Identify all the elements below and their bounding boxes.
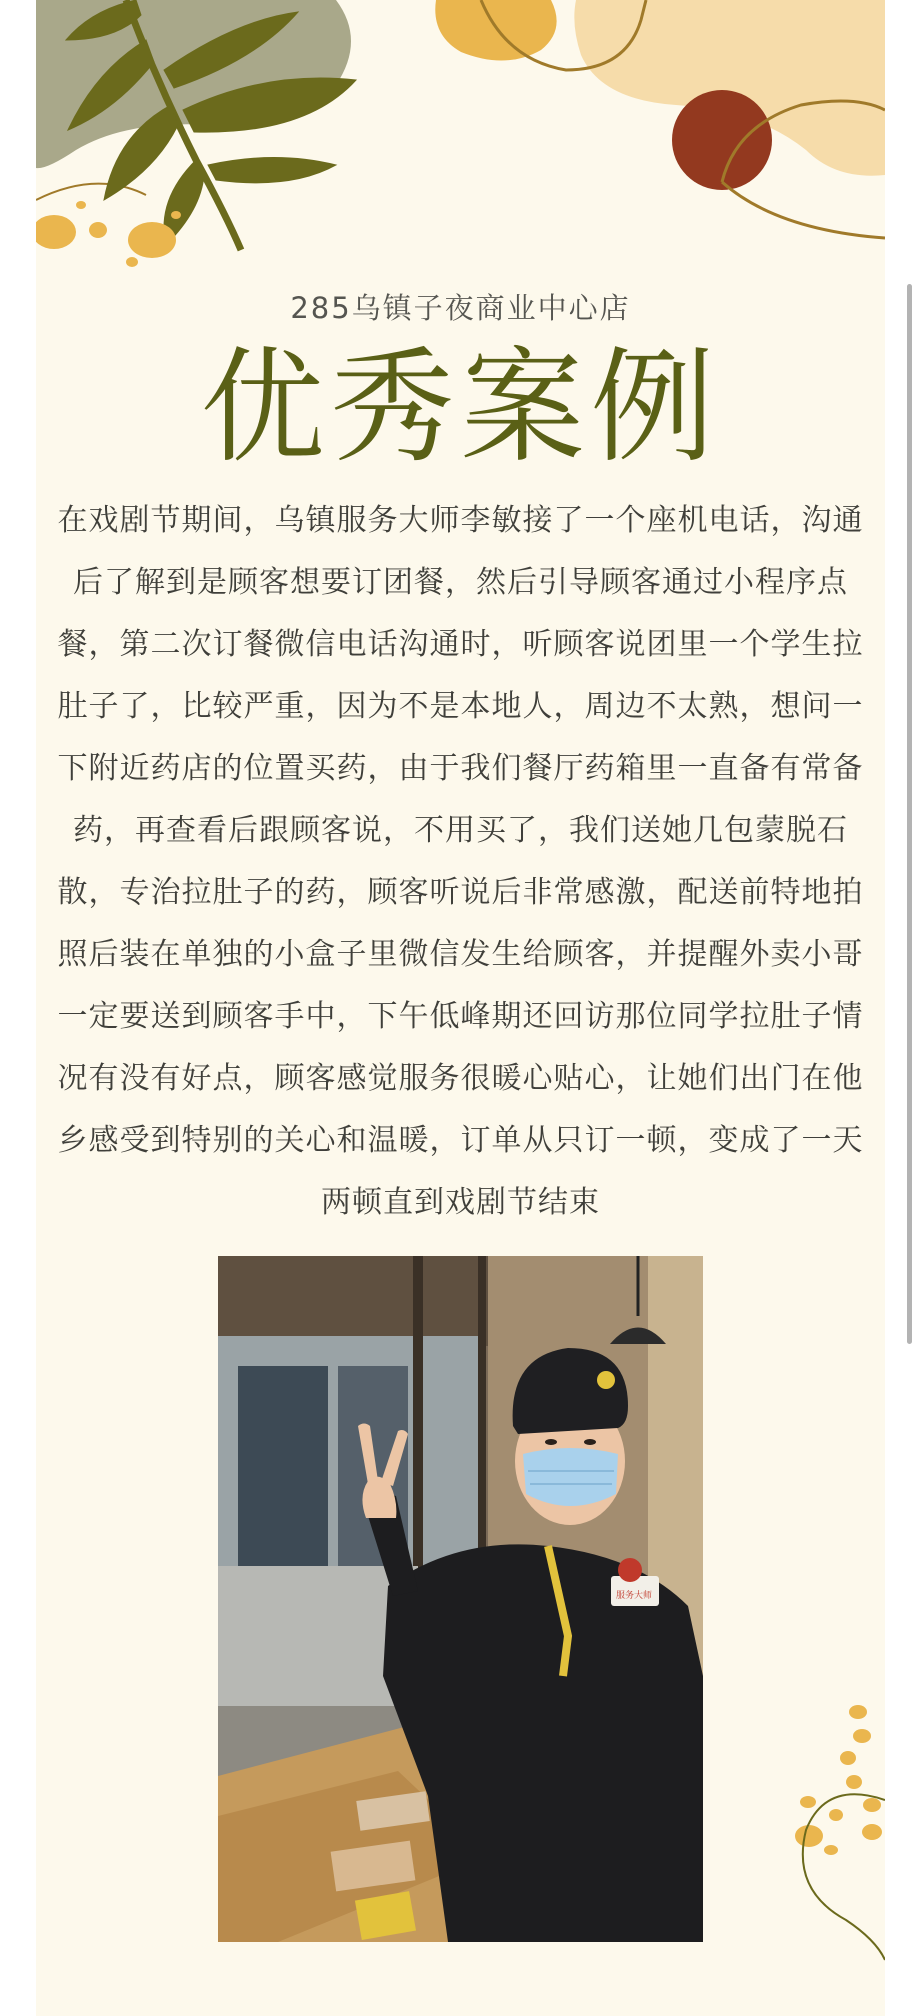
staff-photo: [218, 1256, 703, 1942]
scrollbar[interactable]: [907, 284, 912, 1344]
poster-card: [36, 0, 885, 2016]
badge-text: 服务大师: [616, 1591, 653, 1601]
line-swirl: [722, 182, 885, 238]
line-swirl: [36, 184, 146, 200]
mustard-blob: [435, 0, 556, 61]
line-swirl: [803, 1794, 885, 1960]
store-name: 285乌镇子夜商业中心店: [290, 291, 631, 325]
page-title: 优秀案例: [200, 336, 721, 480]
rust-circle: [672, 90, 772, 190]
dot-cluster: [36, 201, 181, 267]
story-paragraph: 在戏剧节期间，乌镇服务大师李敏接了一个座机电话，沟通后了解到是顾客想要订团餐，然后引导顾客通过小程序点餐，第二次订餐微信电话沟通时，听顾客说团里一个学生拉肚子了，比较严重，因为不是本地人，周边不太熟，想问一下附近药店的位置买药，由于我们餐厅药箱里一直备有常备药，再查看后跟顾客说，不用买了，我们送她几包蒙脱石散，专治拉肚子的药，顾客听说后非常感激，配送前特地拍照后装在单独的小盒子里微信发生给顾客，并提醒外卖小哥一定要送到顾客手中，下午低峰期还回访那位同学拉肚子情况有没有好点，顾客感觉服务很暖心贴心，让她们出门在他乡感受到特别的关心和温暖，订单从只订一顿，变成了一天两顿直到戏剧节结束: [57, 503, 864, 1220]
dot-cluster: [795, 1705, 882, 1855]
badge-icon: [618, 1558, 642, 1582]
